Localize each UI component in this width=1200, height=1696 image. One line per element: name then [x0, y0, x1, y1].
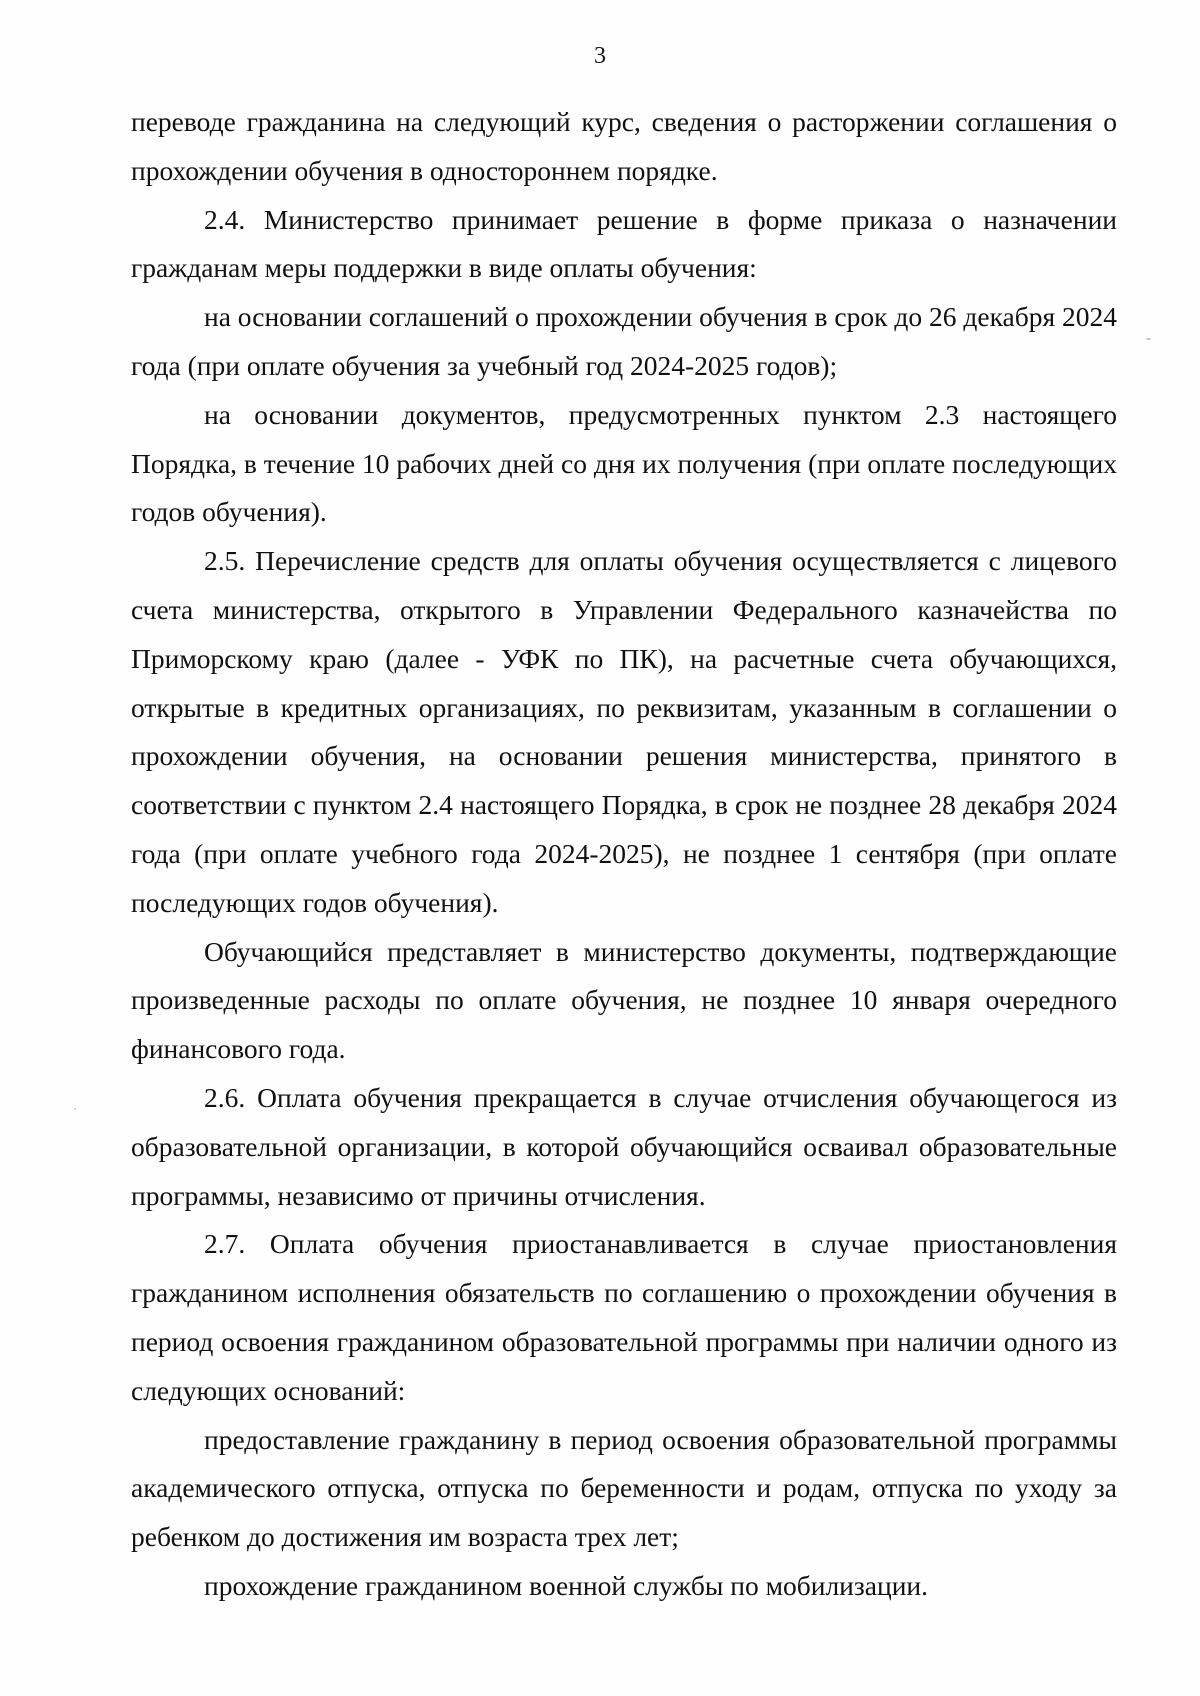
paragraph-2-4-item-2: на основании документов, предусмотренных пунктом 2.3 настоящего Порядка, в течение 10 рабочих дней со дня их получения (при оплате последующих годов обучения).: [131, 398, 1117, 528]
page-number: 3: [594, 43, 606, 69]
paragraph-2-6: 2.6. Оплата обучения прекращается в случае отчисления обучающегося из образовательной организации, в которой обучающийся осваивал образовательные программы, независимо от причины отчисления.: [131, 1081, 1117, 1211]
scan-speck: [1146, 338, 1151, 340]
paragraph-2-4: 2.4. Министерство принимает решение в форме приказа о назначении гражданам меры поддержки в виде оплаты обучения:: [131, 203, 1117, 284]
paragraph-2-5: 2.5. Перечисление средств для оплаты обучения осуществляется с лицевого счета министерства, открытого в Управлении Федерального казначейства по Приморскому краю (далее - УФК по ПК), на расчетные счета обучающихся, открытые в кредитных организациях, по реквизитам, указанным в соглашении о прохождении обучения, на основании решения министерства, принятого в соответствии с пунктом 2.4 настоящего Порядка, в срок не позднее 28 декабря 2024 года (при оплате учебного года 2024-2025), не позднее 1 сентября (при оплате последующих годов обучения).: [131, 545, 1117, 918]
paragraph-2-7-item-1: предоставление гражданину в период освоения образовательной программы академического отпуска, отпуска по беременности и родам, отпуска по уходу за ребенком до достижения им возраста трех лет;: [131, 1423, 1117, 1553]
paragraph-2-4-item-1: на основании соглашений о прохождении обучения в срок до 26 декабря 2024 года (при оплате обучения за учебный год 2024-2025 годов);: [131, 301, 1117, 381]
document-body: [131, 98, 1117, 1611]
paragraph-2-7-item-2: прохождение гражданином военной службы по мобилизации.: [204, 1569, 928, 1601]
paragraph-2-5-documents: Обучающийся представляет в министерство документы, подтверждающие произведенные расходы по оплате обучения, не позднее 10 января очередного финансового года.: [131, 935, 1117, 1065]
paragraph-continuation: переводе гражданина на следующий курс, сведения о расторжении соглашения о прохождении обучения в одностороннем порядке.: [131, 106, 1117, 186]
paragraph-2-7: 2.7. Оплата обучения приостанавливается в случае приостановления гражданином исполнения обязательств по соглашению о прохождении обучения в период освоения гражданином образовательной программы при наличии одного из следующих оснований:: [131, 1228, 1117, 1406]
scan-speck: [74, 1108, 76, 1110]
